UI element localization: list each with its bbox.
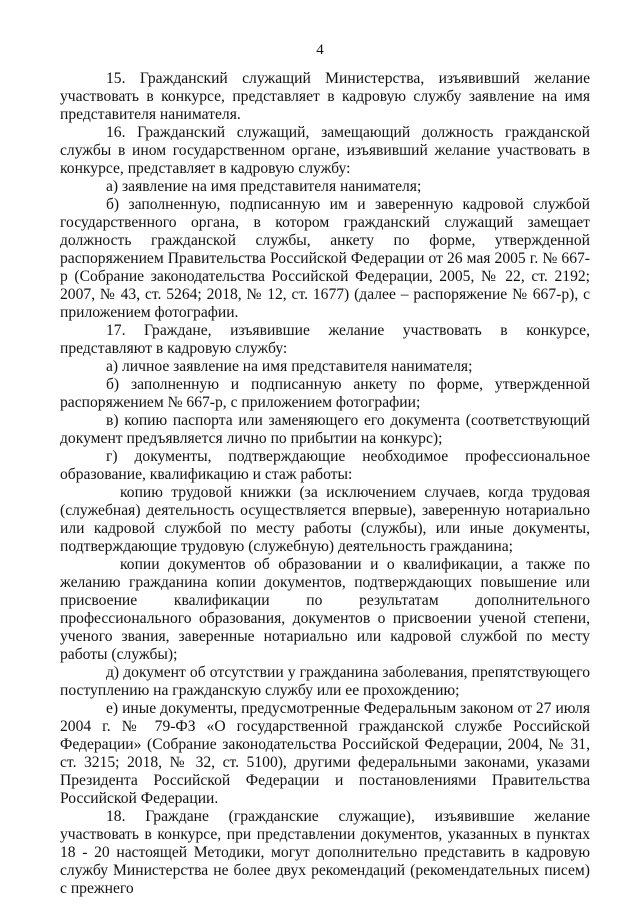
paragraph-16-a: а) заявление на имя представителя нанимателя; — [106, 178, 422, 195]
paragraph-16-b: б) заполненную, подписанную им и заверенную кадровой службой государственного органа, в котором гражданский служащий замещает должность гражданской службы, анкету по форме, утвержденной распоряжением Правительства Российской Федерации от 26 мая 2005 г. № 667-р (Собрание законодательства Российской Федерации, 2005, № 22, ст. 2192; 2007, № 43, ст. 5264; 2018, № 12, ст. 1677) (далее – распоряжение № 667-р), с приложением фотографии. — [60, 196, 590, 321]
paragraph-17-e: е) иные документы, предусмотренные Федеральным законом от 27 июля 2004 г. № 79-ФЗ «О государственной гражданской службе Российской Федерации» (Собрание законодательства Российской Федерации, 2004, № 31, ст. 3215; 2018, № 32, ст. 5100), другими федеральными законами, указами Президента Российской Федерации и постановлениями Правительства Российской Федерации. — [60, 700, 590, 807]
paragraph-18: 18. Граждане (гражданские служащие), изъявившие желание участвовать в конкурсе, при представлении документов, указанных в пунктах 18 - 20 настоящей Методики, могут дополнительно представить в кадровую службу Министерства не более двух рекомендаций (рекомендательных писем) с прежнего — [60, 808, 590, 897]
paragraph-17-a: а) личное заявление на имя представителя нанимателя; — [106, 358, 473, 375]
paragraph-17-g: г) документы, подтверждающие необходимое профессиональное образование, квалификацию и стаж работы: — [60, 448, 590, 483]
paragraph-17-g-labor-book: копию трудовой книжки (за исключением случаев, когда трудовая (служебная) деятельность осуществляется впервые), заверенную нотариально или кадровой службой по месту работы (службы), или иные документы, подтверждающие трудовую (служебную) деятельность гражданина; — [60, 484, 590, 555]
paragraph-17-g-education: копии документов об образовании и о квалификации, а также по желанию гражданина копии документов, подтверждающих повышение или присвоение квалификации по результатам дополнительного профессионального образования, документов о присвоении ученой степени, ученого звания, заверенные нотариально или кадровой службой по месту работы (службы); — [60, 556, 590, 663]
paragraph-17: 17. Граждане, изъявившие желание участвовать в конкурсе, представляют в кадровую службу: — [60, 322, 590, 357]
document-body — [60, 70, 590, 898]
paragraph-16: 16. Гражданский служащий, замещающий должность гражданской службы в ином государственном органе, изъявивший желание участвовать в конкурсе, представляет в кадровую службу: — [60, 124, 590, 177]
paragraph-17-b: б) заполненную и подписанную анкету по форме, утвержденной распоряжением № 667-р, с приложением фотографии; — [60, 376, 590, 411]
paragraph-15: 15. Гражданский служащий Министерства, изъявивший желание участвовать в конкурсе, представляет в кадровую службу заявление на имя представителя нанимателя. — [60, 70, 590, 123]
paragraph-17-v: в) копию паспорта или заменяющего его документа (соответствующий документ предъявляется лично по прибытии на конкурс); — [60, 412, 590, 447]
page-number: 4 — [316, 42, 324, 58]
paragraph-17-d: д) документ об отсутствии у гражданина заболевания, препятствующего поступлению на гражданскую службу или ее прохождению; — [60, 664, 590, 699]
